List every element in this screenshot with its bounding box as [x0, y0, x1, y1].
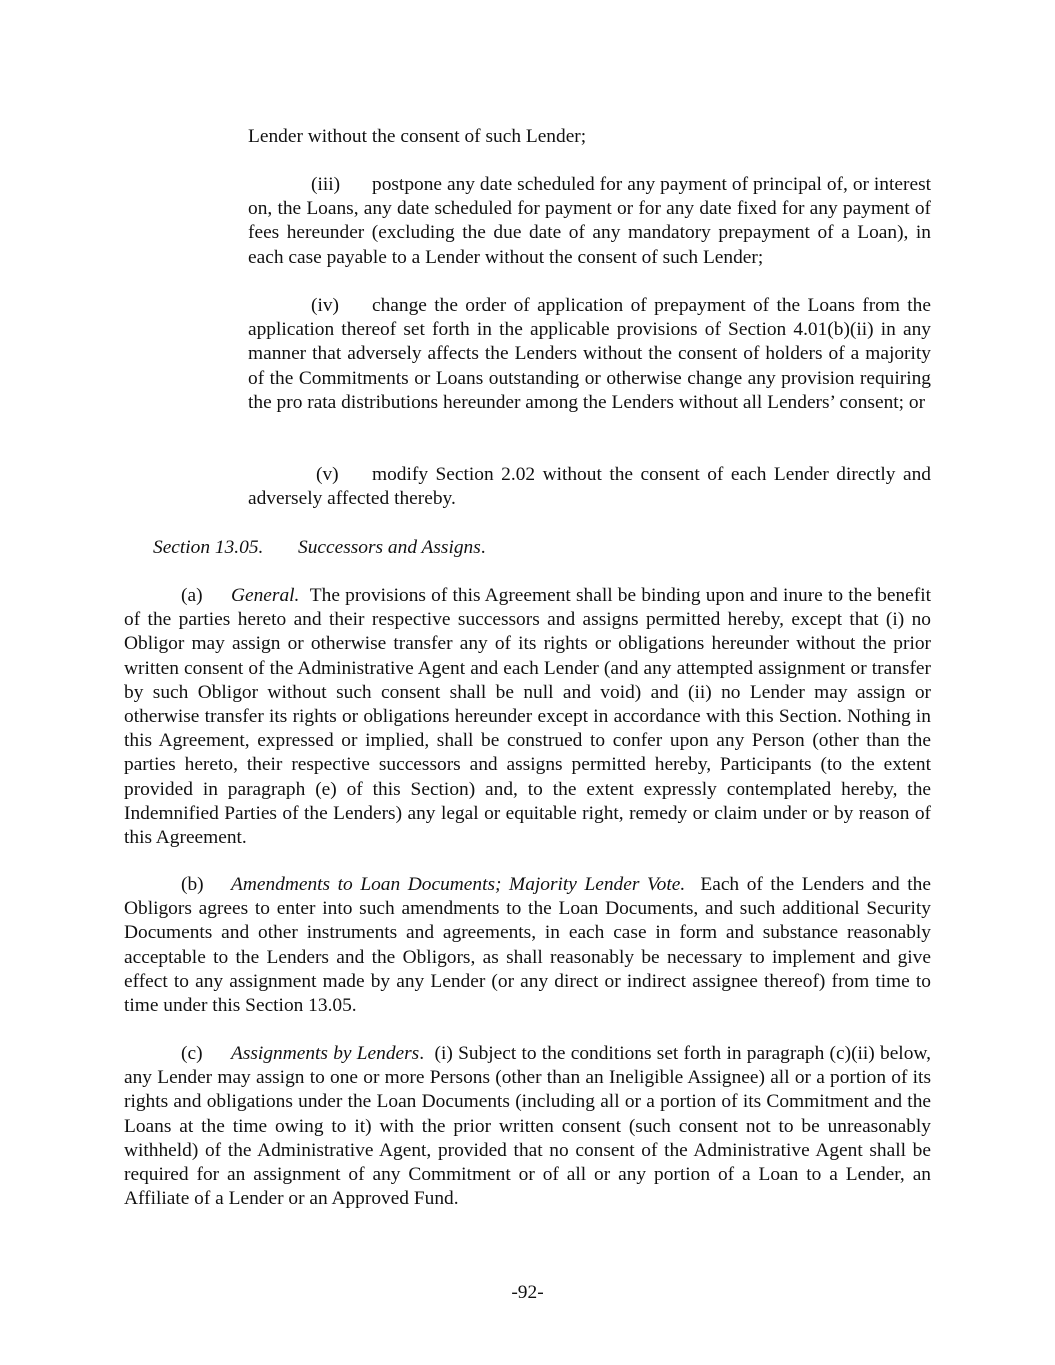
paragraph-b: [124, 873, 931, 1018]
clause-iv-text: change the order of application of prepayment of the Loans from the application thereof set forth in the applicable provisions of Section 4.01(b)(ii) in any manner that adversely affects the Lenders without the consent of holders of a majority of the Commitments or Loans outstanding or otherwise change any provision requiring the pro rata distributions hereunder among the Lenders without all Lenders’ consent; or: [248, 295, 931, 413]
paragraph-a-text: The provisions of this Agreement shall be binding upon and inure to the benefit of the parties hereto and their respective successors and assigns permitted hereby, except that (i) no Obligor may assign or otherwise transfer any of its rights or obligations hereunder without the prior written consent of the Administrative Agent and each Lender (and any attempted assignment or transfer by such Obligor without such consent shall be null and void) and (ii) no Lender may assign or otherwise transfer its rights or obligations hereunder except in accordance with this Section. Nothing in this Agreement, expressed or implied, shall be construed to confer upon any Person (other than the parties hereto, their respective successors and assigns permitted hereby, Participants (to the extent provided in paragraph (e) of this Section) and, to the extent expressly contemplated hereby, the Indemnified Parties of the Lenders) any legal or equitable right, remedy or claim under or by reason of this Agreement.: [124, 585, 931, 849]
clause-iv: [248, 294, 931, 415]
section-heading: Section 13.05. Successors and Assigns.: [153, 536, 853, 560]
page-number: -92-: [511, 1282, 544, 1303]
paragraph-b-label: (b): [181, 874, 204, 895]
section-number: Section 13.05.: [153, 537, 264, 558]
paragraph-b-text: Each of the Lenders and the Obligors agrees to enter into such amendments to the Loan Documents, and such additional Security Documents and other instruments and agreements, in each case in form and substance reasonably acceptable to the Lenders and the Obligors, as shall reasonably be necessary to implement and give effect to any assignment made by any Lender (or any direct or indirect assignee thereof) from time to time under this Section 13.05.: [124, 874, 931, 1017]
paragraph-b-heading: Amendments to Loan Documents; Majority Lender Vote.: [231, 874, 686, 895]
paragraph-c-text: (i) Subject to the conditions set forth in paragraph (c)(ii) below, any Lender may assign to one or more Persons (other than an Ineligible Assignee) all or a portion of its rights and obligations under the Loan Documents (including all or a portion of its Commitment and the Loans at the time owing to it) with the prior written consent (such consent not to be unreasonably withheld) of the Administrative Agent, provided that no consent of the Administrative Agent shall be required for an assignment of any Commitment or of all or any portion of a Loan to a Lender, an Affiliate of a Lender or an Approved Fund.: [124, 1043, 931, 1210]
section-title: Successors and Assigns: [298, 537, 481, 558]
paragraph-a-label: (a): [181, 585, 203, 606]
clause-iii: [248, 173, 931, 270]
carryover-line: Lender without the consent of such Lender;: [248, 126, 587, 147]
clause-iii-number: (iii): [311, 174, 341, 195]
paragraph-a-heading: General.: [231, 585, 300, 606]
paragraph-c: (c) Assignments by Lenders. (i) Subject to the conditions set forth in paragraph (c)(ii) below, any Lender may assign to one or more Persons (other than an Ineligible Assignee) all or a portion of its rights and obligations under the Loan Documents (including all or a portion of its Commitment and the Loans at the time owing to it) with the prior written consent (such consent not to be unreasonably withheld) of the Administrative Agent, provided that no consent of the Administrative Agent shall be required for an assignment of any Commitment or of all or any portion of a Loan to a Lender, an Affiliate of a Lender or an Approved Fund.: [124, 1043, 931, 1210]
clause-v-number: (v): [316, 464, 339, 485]
carryover-text: [248, 125, 931, 149]
clause-iii-text: postpone any date scheduled for any payment of principal of, or interest on, the Loans, any date scheduled for payment or for any date fixed for any payment of fees hereunder (excluding the due date of any mandatory prepayment of a Loan), in each case payable to a Lender without the consent of such Lender;: [248, 174, 931, 268]
paragraph-c-label: (c): [181, 1043, 203, 1064]
paragraph-a: [124, 584, 931, 850]
clause-v: [248, 463, 931, 511]
clause-iv-number: (iv): [311, 295, 339, 316]
paragraph-c-heading: Assignments by Lenders: [231, 1043, 420, 1064]
clause-v-text: modify Section 2.02 without the consent of each Lender directly and adversely affected thereby.: [248, 464, 931, 510]
